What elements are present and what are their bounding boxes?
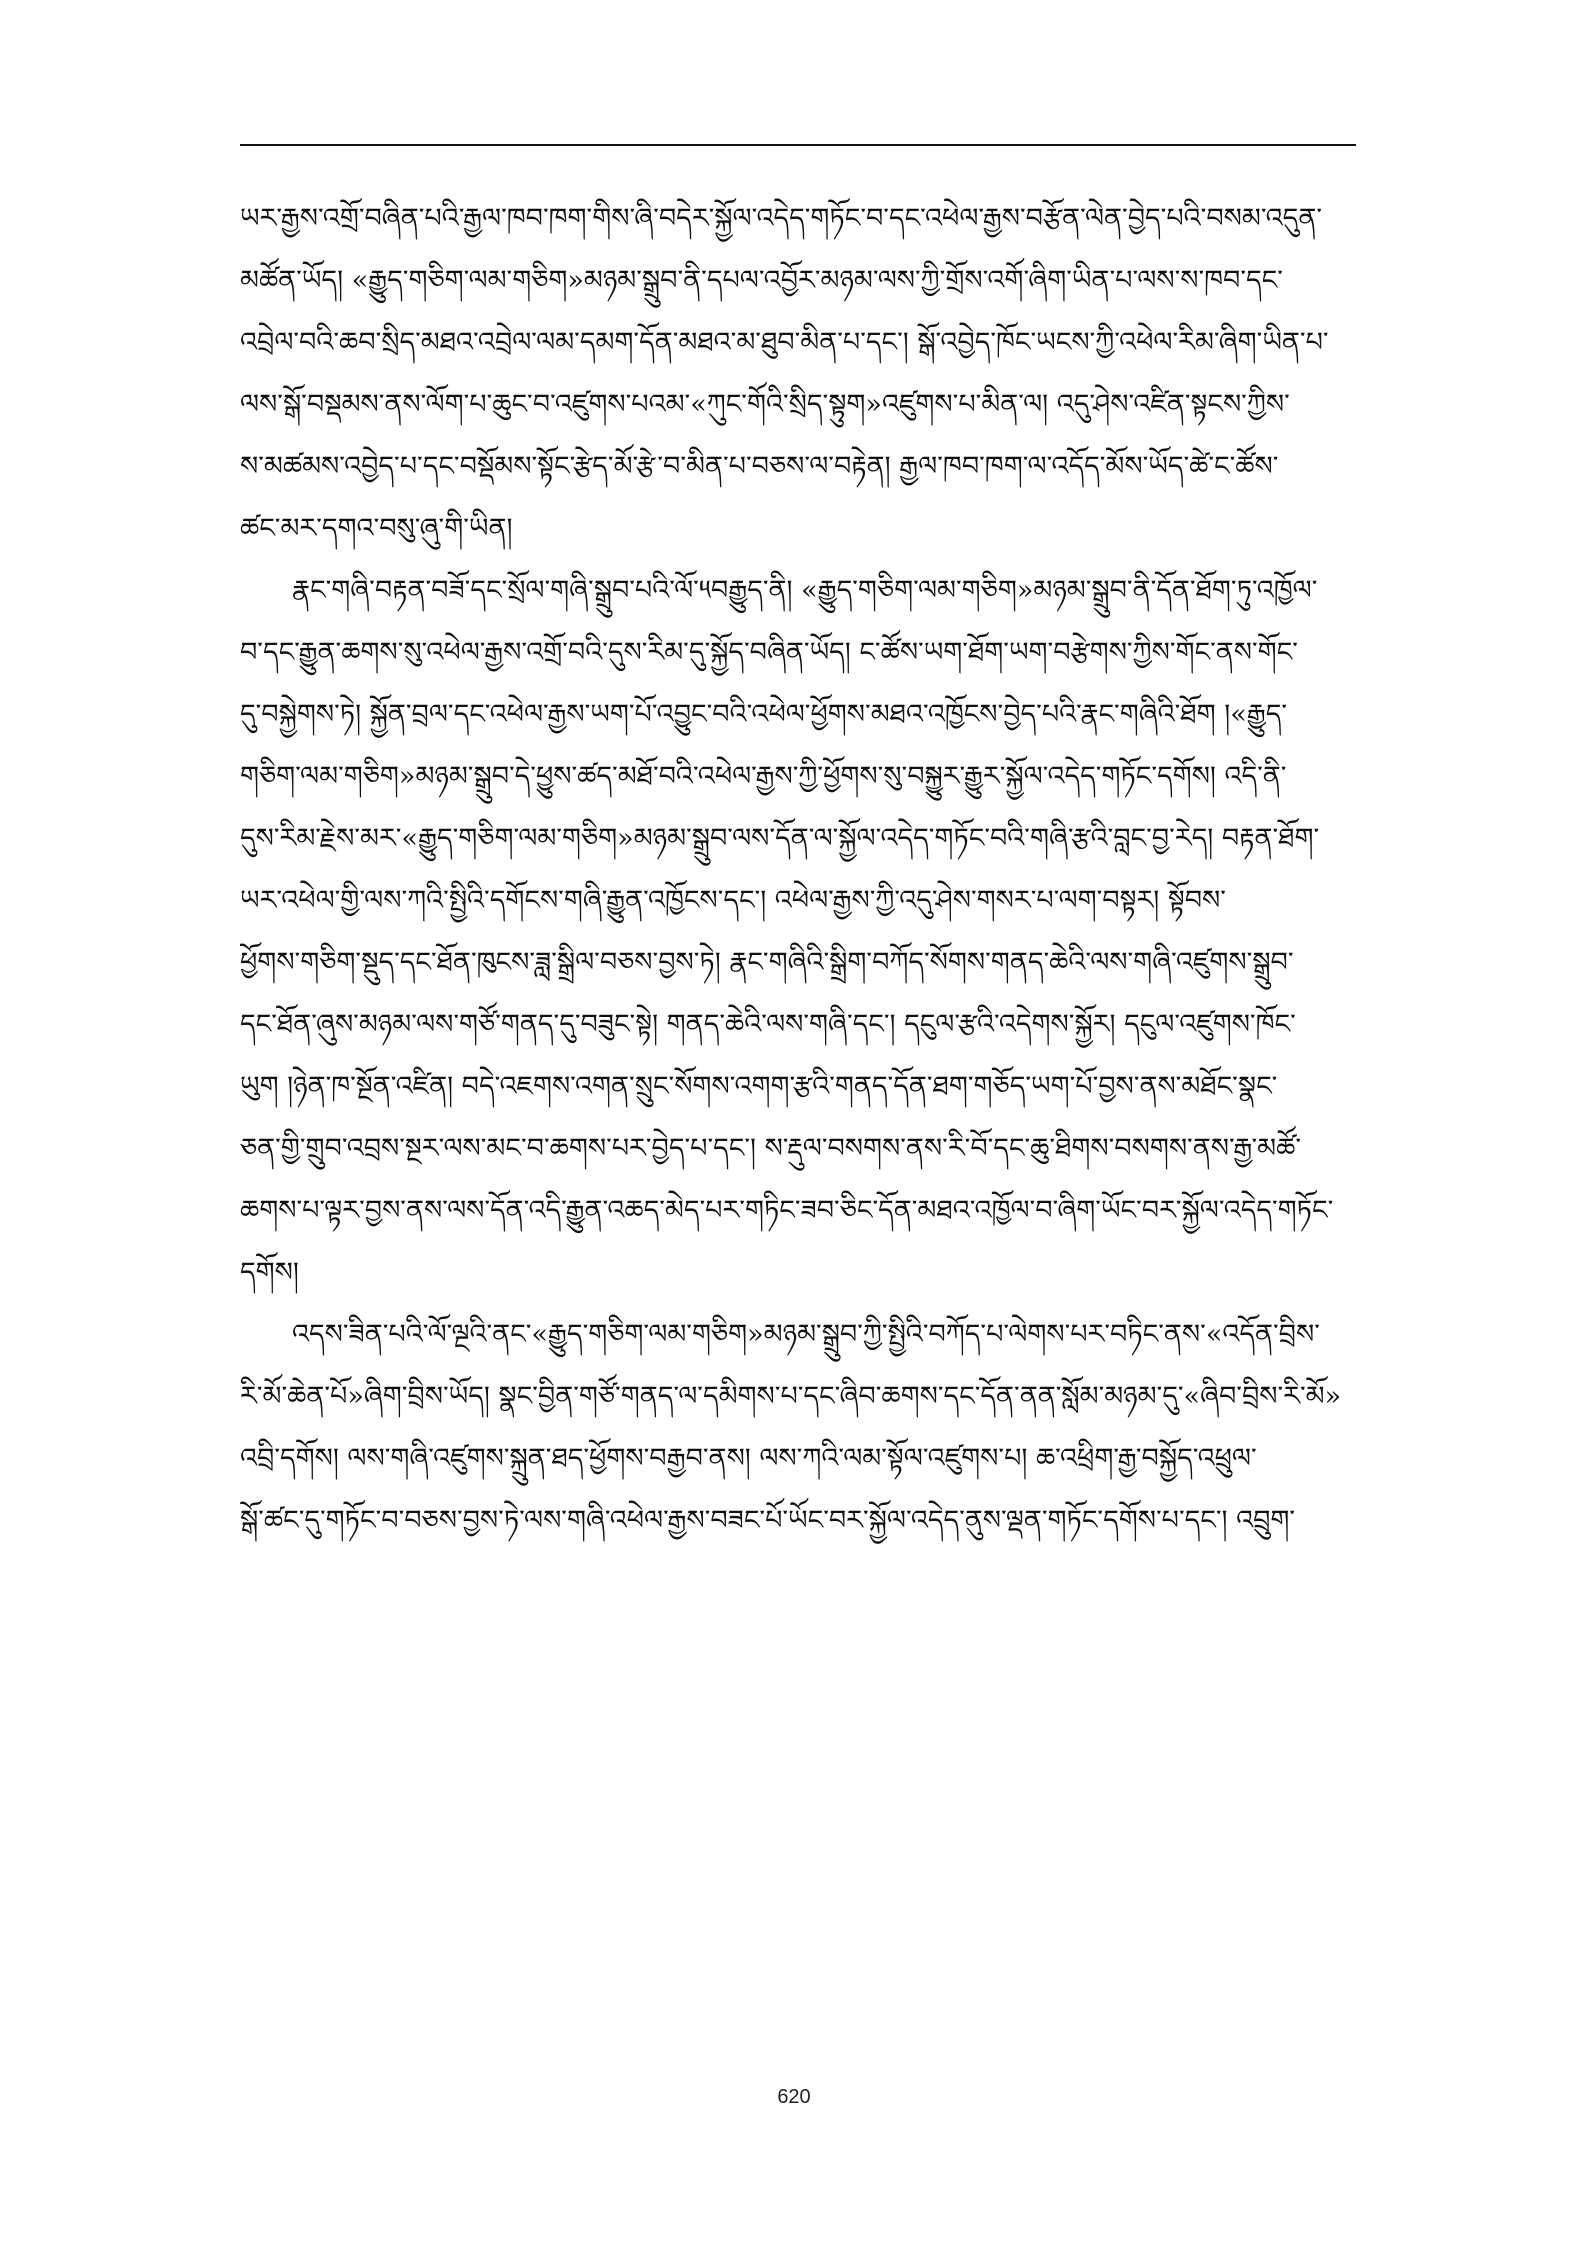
text-line: ལས་སྒོ་བསྡམས་ནས་ལོག་པ་ཆུང་བ་འཛུགས་པའམ་«ཀུང་གོའི་སྲིད་སྟུག»འཛུགས་པ་མིན་ལ། འདུ་ཤེས་འཛིན་སྟངས་ཀྱིས་ [240, 389, 1290, 420]
paragraph [240, 560, 1356, 1304]
text-line: འདས་ཟིན་པའི་ལོ་ལྔའི་ནང་«རྒྱུད་གཅིག་ལམ་གཅིག»མཉམ་སྒྲུབ་ཀྱི་སྤྱིའི་བཀོད་པ་ལེགས་པར་བཏིང་ནས་«འདོན་བྲིས་ [292, 1319, 1320, 1350]
text-line: དང་ཐོན་ཞུས་མཉམ་ལས་གཙོ་གནད་དུ་བཟུང་སྟེ། གནད་ཆེའི་ལས་གཞི་དང་། དངུལ་རྩའི་འདེགས་སྐྱོར། དངུལ་འཛུགས་ཁོང་ [240, 1009, 1296, 1040]
text-line: རི་མོ་ཆེན་པོ»ཞིག་བྲིས་ཡོད། སྣང་བྱིན་གཙོ་གནད་ལ་དམིགས་པ་དང་ཞིབ་ཆགས་དང་དོན་ནན་སློམ་མཉམ་དུ་«ཞིབ་བྲིས་རི་མོ» [240, 1381, 1342, 1412]
text-line: ཕྱོགས་གཅིག་སྡུད་དང་ཐོན་ཁུངས་ཟླ་སྒྲིལ་བཅས་བྱས་ཏེ། རྣང་གཞིའི་སྒྲིག་བཀོད་སོགས་གནད་ཆེའི་ལས་གཞི་འཛུགས་སྒྲུབ་ [240, 947, 1294, 978]
text-line: དགོས། [240, 1257, 299, 1288]
paragraph [240, 188, 1356, 560]
text-line: ཚང་མར་དགའ་བསུ་ཞུ་གི་ཡིན། [240, 513, 513, 544]
text-line: ཡུག །ཉེན་ཁ་སྔོན་འཛིན། བདེ་འཇགས་འགན་སྲུང་སོགས་འགག་རྩའི་གནད་དོན་ཐག་གཅོད་ཡག་པོ་བྱས་ནས་མཐོང་སྣང་ [240, 1071, 1278, 1102]
text-line: བ་དང་རྒྱུན་ཆགས་སུ་འཕེལ་རྒྱས་འགྲོ་བའི་དུས་རིམ་དུ་སྐྱོད་བཞིན་ཡོད། ང་ཚོས་ཡག་ཐོག་ཡག་བརྩེགས་ཀྱིས་གོང་ནས་གོང་ [240, 637, 1298, 668]
text-line: འབྲི་དགོས། ལས་གཞི་འཛུགས་སྐྲུན་ཐད་ཕྱོགས་བརྒྱབ་ནས། ལས་ཀའི་ལམ་སྟོལ་འཛུགས་པ། ཆ་འཕྲིག་རྒྱ་བསྐྱོད་འཕྲུལ་ [240, 1443, 1257, 1474]
body-text [240, 188, 1356, 1552]
text-line: ཡར་རྒྱས་འགྲོ་བཞིན་པའི་རྒྱལ་ཁབ་ཁག་གིས་ཞི་བདེར་སྐྱོལ་འདེད་གཏོང་བ་དང་འཕེལ་རྒྱས་བརྩོན་ལེན་བྱེད་པའི་བསམ་འདུན་ [240, 203, 1322, 234]
text-line: དུས་རིམ་རྗེས་མར་«རྒྱུད་གཅིག་ལམ་གཅིག»མཉམ་སྒྲུབ་ལས་དོན་ལ་སྐྱོལ་འདེད་གཏོང་བའི་གཞི་རྩའི་བླང་བྱ་རེད། བརྟན་ཐོག་ [240, 823, 1320, 854]
text-line: འབྲེལ་བའི་ཆབ་སྲིད་མཐའ་འབྲེལ་ལམ་དམག་དོན་མཐའ་མ་ཐུབ་མིན་པ་དང་། སྒོ་འབྱེད་ཁོང་ཡངས་ཀྱི་འཕེལ་རིམ་ཞིག་ཡིན་པ་ [240, 327, 1329, 358]
text-line: མཚོན་ཡོད། «རྒྱུད་གཅིག་ལམ་གཅིག»མཉམ་སྒྲུབ་ནི་དཔལ་འབྱོར་མཉམ་ལས་ཀྱི་གྲོས་འགོ་ཞིག་ཡིན་པ་ལས་ས་ཁབ་དང་ [240, 265, 1283, 296]
text-line: གཅིག་ལམ་གཅིག»མཉམ་སྒྲུབ་དེ་ཕྱུས་ཚད་མཐོ་བའི་འཕེལ་རྒྱས་ཀྱི་ཕྱོགས་སུ་བསྐྱུར་རྒྱུར་སྐྱོལ་འདེད་གཏོང་དགོས། འདི་ནི་ [240, 761, 1287, 792]
text-line: དུ་བསྐྱེགས་ཏེ། སྐྱོན་བྲལ་དང་འཕེལ་རྒྱས་ཡག་པོ་འབྱུང་བའི་འཕེལ་ཕྱོགས་མཐའ་འཁྱོངས་བྱེད་པའི་རྣང་གཞིའི་ཐོག །«རྒྱུད་ [240, 699, 1288, 730]
text-line: ས་མཚམས་འབྱེད་པ་དང་བསྡོམས་སྟོང་རྩེད་མོ་རྩེ་བ་མིན་པ་བཅས་ལ་བརྟེན། རྒྱལ་ཁབ་ཁག་ལ་འདོད་མོས་ཡོད་ཚེ་ང་ཚོས་ [240, 451, 1279, 482]
page-number: 620 [777, 2086, 811, 2108]
text-line: ཆགས་པ་ལྟར་བྱས་ནས་ལས་དོན་འདི་རྒྱུན་འཆད་མེད་པར་གཏིང་ཟབ་ཅིང་དོན་མཐའ་འཁྱོལ་བ་ཞིག་ཡོང་བར་སྐྱོལ་འདེད་གཏོང་ [240, 1195, 1334, 1226]
text-line: རྣང་གཞི་བརྟན་བཟོ་དང་སྲོལ་གཞི་སྒྲུབ་པའི་ལོ་༥བརྒྱུད་ནི། «རྒྱུད་གཅིག་ལམ་གཅིག»མཉམ་སྒྲུབ་ནི་དོན་ཐོག་ཏུ་འཁྱོལ་ [292, 575, 1318, 606]
text-line: སྒོ་ཚང་དུ་གཏོང་བ་བཅས་བྱས་ཏེ་ལས་གཞི་འཕེལ་རྒྱས་བཟང་པོ་ཡོང་བར་སྐྱོལ་འདེད་ནུས་ལྡན་གཏོང་དགོས་པ་དང་། འབྲུག་ [240, 1505, 1296, 1536]
paragraph [240, 1304, 1356, 1552]
text-line: ཅན་གྱི་གྲུབ་འབྲས་སྔར་ལས་མང་བ་ཆགས་པར་བྱེད་པ་དང་། ས་རྡུལ་བསགས་ནས་རི་བོ་དང་ཆུ་ཐིགས་བསགས་ནས་རྒྱ་མཚོ་ [240, 1133, 1301, 1164]
text-line: ཡར་འཕེལ་གྱི་ལས་ཀའི་སྤྱིའི་དགོངས་གཞི་རྒྱུན་འཁྱོངས་དང་། འཕེལ་རྒྱས་ཀྱི་འདུ་ཤེས་གསར་པ་ལག་བསྟར། སྟོབས་ [240, 885, 1226, 916]
header-rule [240, 144, 1356, 146]
